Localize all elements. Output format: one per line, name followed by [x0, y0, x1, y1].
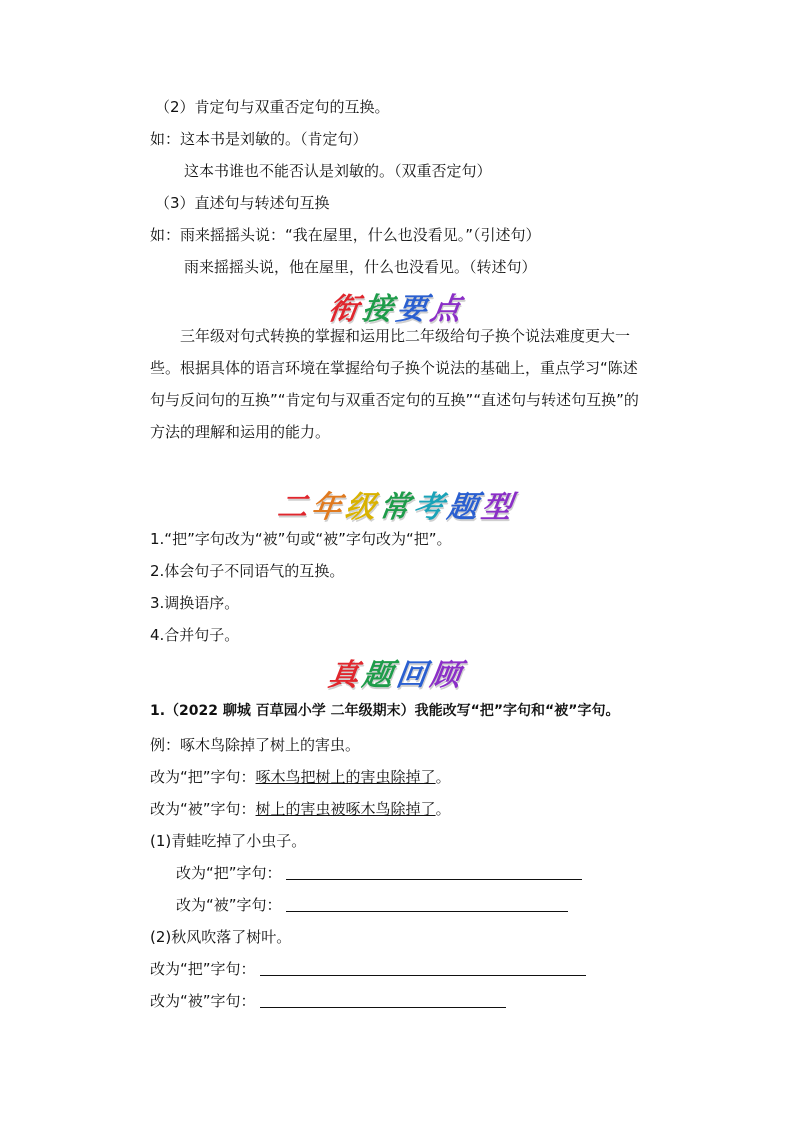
heading1-char: 点	[428, 292, 467, 327]
connection-paragraph: 三年级对句式转换的掌握和运用比二年级给句子换个说法难度更大一些。根据具体的语言环境在掌握给句子换个说法的基础上，重点学习“陈述句与反问句的互换”“肯定句与双重否定句的互换”“直述句与转述句互换”的方法的理解和运用的能力。	[150, 327, 639, 441]
ba-prefix: 改为“把”字句：	[150, 768, 256, 786]
example-ba-row	[150, 766, 451, 788]
heading-past-questions	[0, 650, 794, 694]
end-mark: 。	[435, 800, 451, 818]
item3-example2: 雨来摇摇头说，他在屋里，什么也没看见。（转述句）	[184, 258, 537, 276]
sub-question-2: (2)秋风吹落了树叶。	[150, 928, 292, 946]
type-item: 4.合并句子。	[150, 626, 240, 644]
bei-label: 改为“被”字句：	[176, 896, 282, 914]
sub-question-1: (1)青蛙吃掉了小虫子。	[150, 832, 307, 850]
type-item: 1.“把”字句改为“被”句或“被”字句改为“把”。	[150, 530, 452, 548]
sub2-ba-row	[150, 958, 586, 980]
item2-title: （2）肯定句与双重否定句的互换。	[155, 98, 390, 116]
type-item: 2.体会句子不同语气的互换。	[150, 562, 345, 580]
item3-example1: 如：雨来摇摇头说：“我在屋里，什么也没看见。”（引述句）	[150, 226, 541, 244]
sub1-ba-row	[176, 862, 582, 884]
heading2-char: 常	[377, 490, 416, 525]
type-item: 3.调换语序。	[150, 594, 240, 612]
example-bei-row	[150, 798, 451, 820]
heading1-char: 要	[394, 292, 433, 327]
sub2-ba-answer-blank[interactable]	[260, 959, 586, 976]
heading-common-question-types	[0, 482, 794, 526]
sub2-bei-row	[150, 990, 506, 1012]
example-sentence: 例：啄木鸟除掉了树上的害虫。	[150, 736, 361, 754]
bei-answer: 树上的害虫被啄木鸟除掉了	[255, 800, 436, 818]
sub2-bei-answer-blank[interactable]	[260, 991, 506, 1008]
sub1-ba-answer-blank[interactable]	[286, 863, 582, 880]
heading3-char: 题	[360, 658, 399, 693]
ba-answer: 啄木鸟把树上的害虫除掉了	[255, 768, 436, 786]
bei-label: 改为“被”字句：	[150, 992, 256, 1010]
heading2-char: 级	[343, 490, 382, 525]
sub1-bei-answer-blank[interactable]	[286, 895, 568, 912]
heading2-char: 型	[479, 490, 518, 525]
end-mark: 。	[435, 768, 451, 786]
heading2-char: 二	[275, 490, 314, 525]
heading1-char: 衔	[326, 292, 365, 327]
heading2-char: 年	[309, 490, 348, 525]
item3-title: （3）直述句与转述句互换	[155, 194, 330, 212]
heading2-char: 题	[445, 490, 484, 525]
item2-example1: 如：这本书是刘敏的。（肯定句）	[150, 130, 368, 148]
heading3-char: 回	[394, 658, 433, 693]
bei-prefix: 改为“被”字句：	[150, 800, 256, 818]
heading1-char: 接	[360, 292, 399, 327]
sub1-bei-row	[176, 894, 568, 916]
heading2-char: 考	[411, 490, 450, 525]
heading3-char: 真	[326, 658, 365, 693]
item2-example2: 这本书谁也不能否认是刘敏的。（双重否定句）	[184, 162, 492, 180]
question-title: 1.（2022 聊城 百草园小学 二年级期末）我能改写“把”字句和“被”字句。	[150, 703, 620, 719]
ba-label: 改为“把”字句：	[150, 960, 256, 978]
heading3-char: 顾	[428, 658, 467, 693]
ba-label: 改为“把”字句：	[176, 864, 282, 882]
